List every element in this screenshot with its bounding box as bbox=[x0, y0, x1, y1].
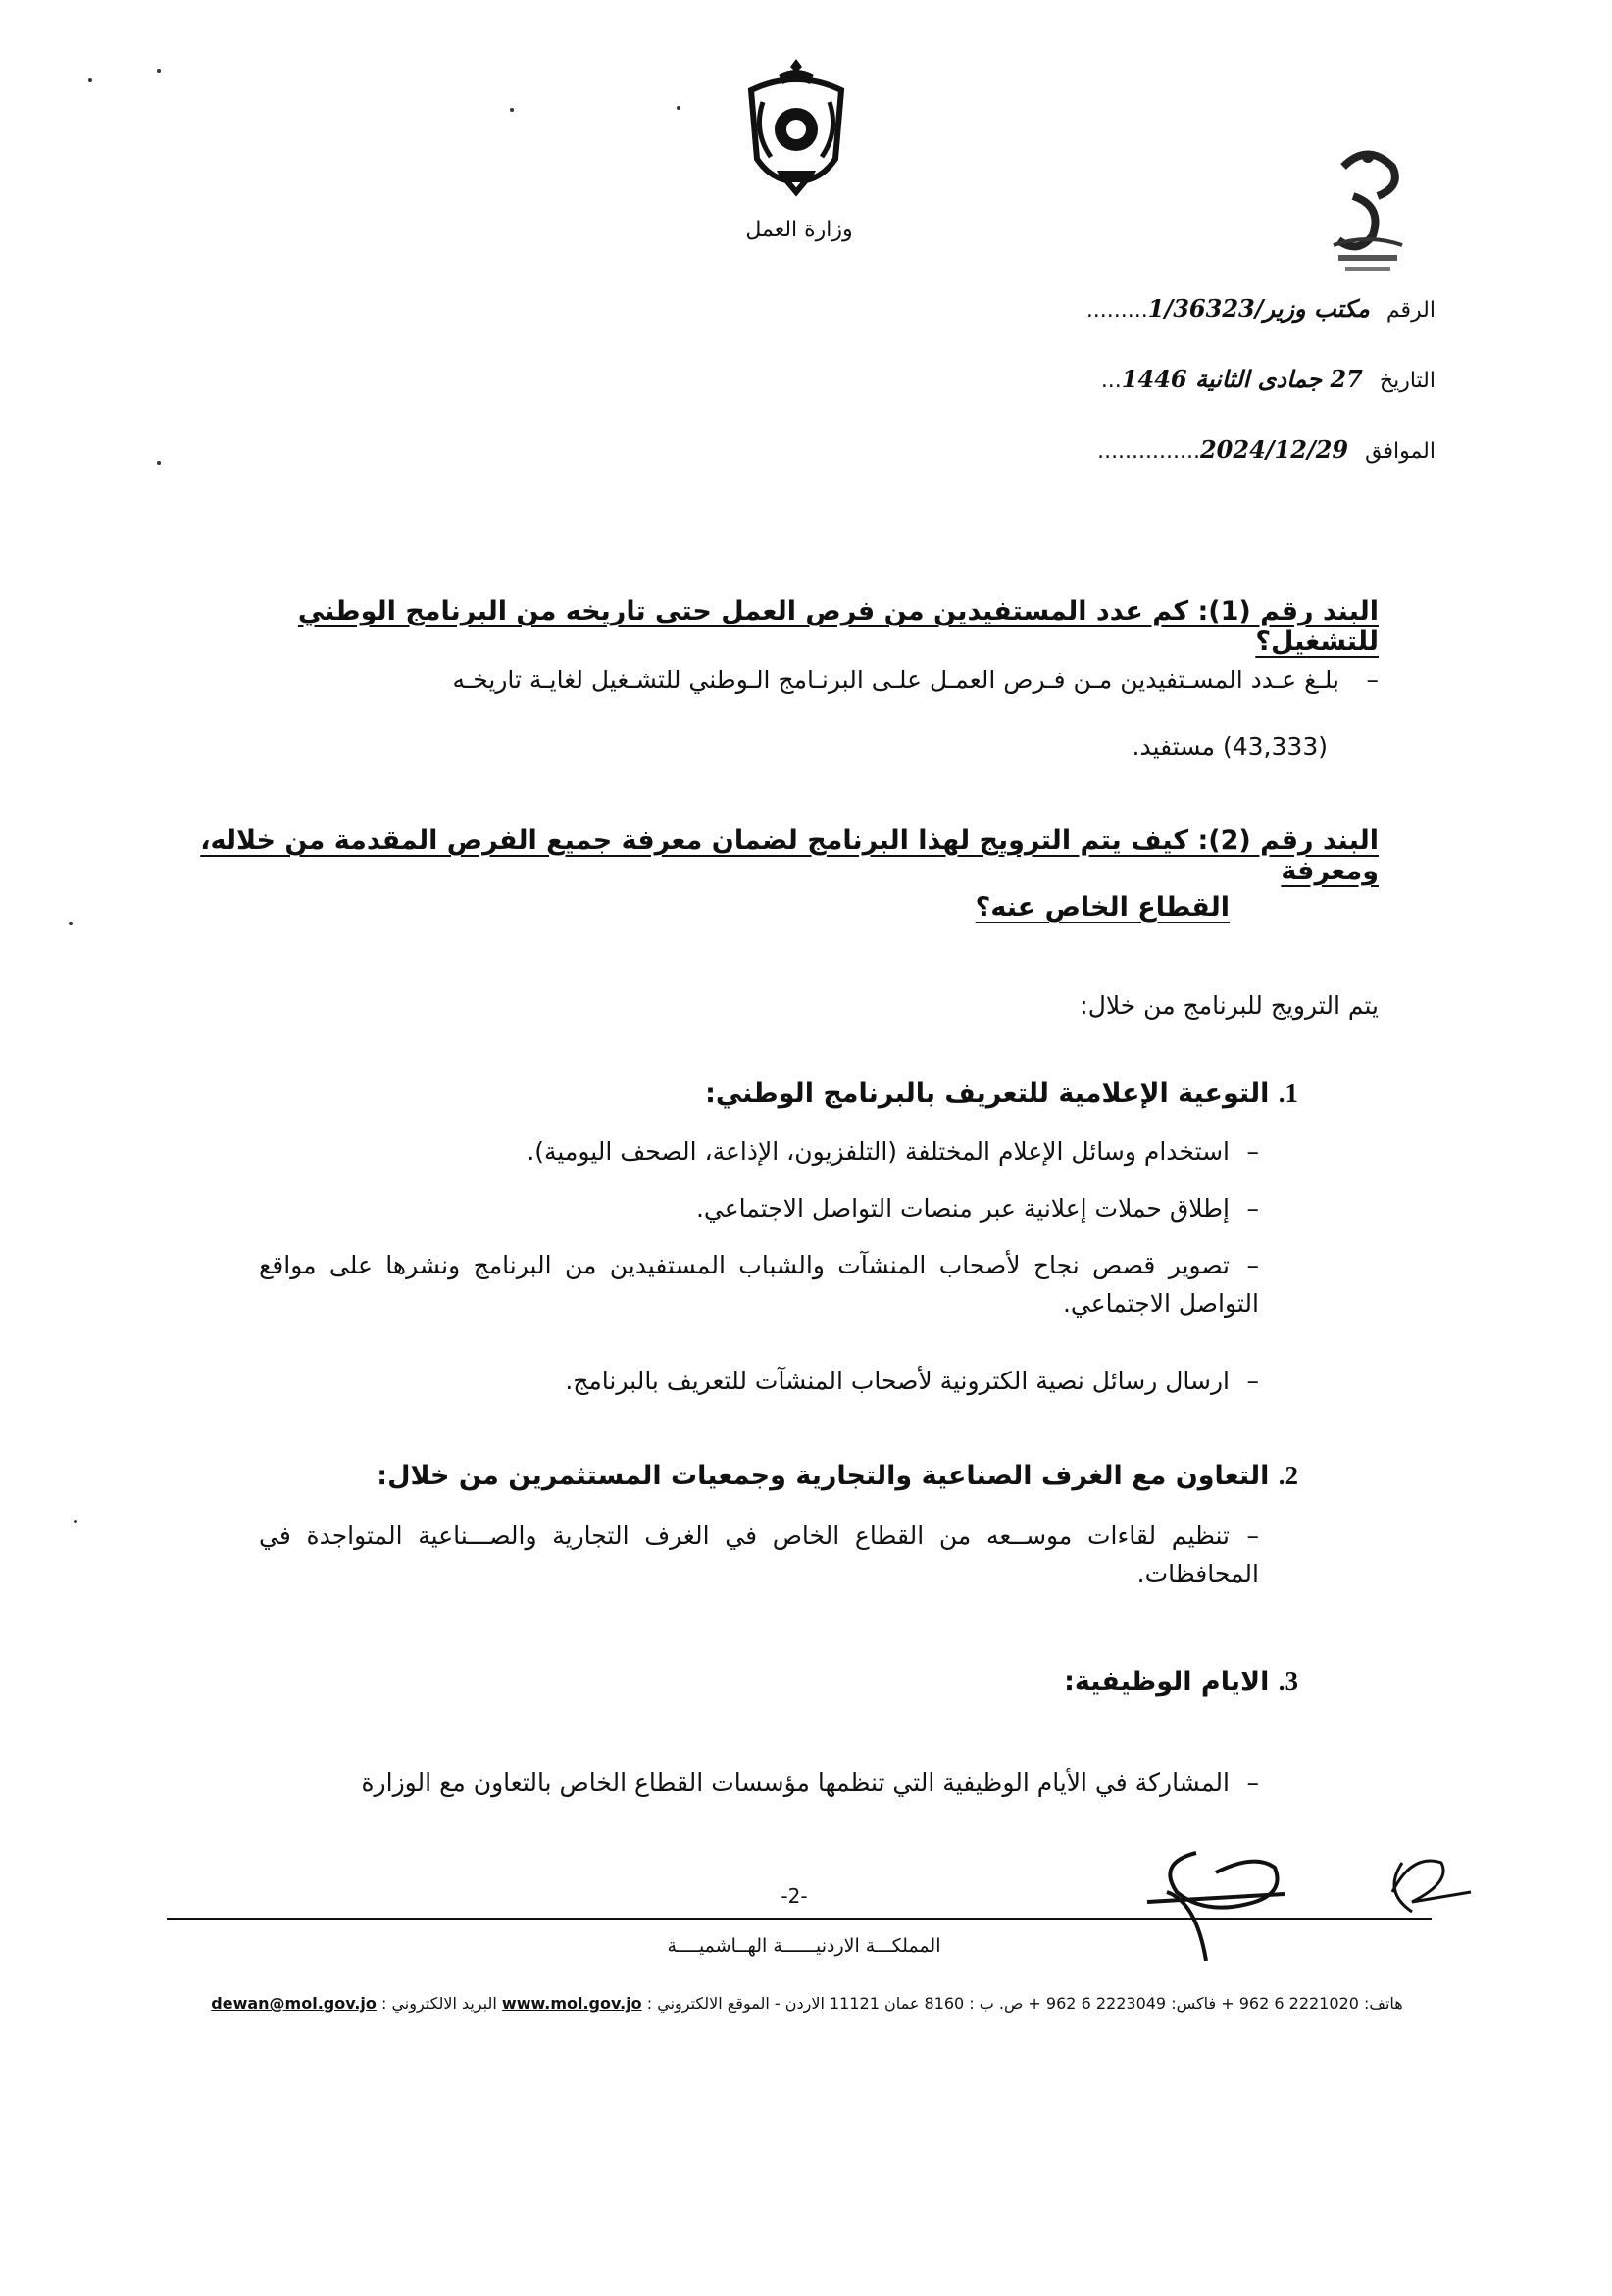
scan-speck bbox=[677, 106, 680, 110]
section1-bullet-2: –إطلاق حملات إعلانية عبر منصات التواصل الاجتماعي. bbox=[695, 1194, 1259, 1223]
section3-number: 3. bbox=[1278, 1667, 1298, 1696]
scan-speck bbox=[157, 461, 161, 465]
item1-answer-text: بلـغ عـدد المسـتفيدين مـن فـرص العمـل علـى البرنـامج الـوطني للتشـغيل لغايـة تاريخـه bbox=[452, 666, 1339, 694]
page-number: -2- bbox=[781, 1884, 808, 1908]
section3-bullet-1: –المشاركة في الأيام الوظيفية التي تنظمها مؤسسات القطاع الخاص بالتعاون مع الوزارة bbox=[361, 1769, 1259, 1797]
item1-answer-line1: –بلـغ عـدد المسـتفيدين مـن فـرص العمـل علـى البرنـامج الـوطني للتشـغيل لغايـة تاريخـه bbox=[452, 666, 1379, 694]
gregorian-label: الموافق bbox=[1365, 439, 1436, 464]
item1-answer-line2: (43,333) مستفيد. bbox=[1132, 732, 1328, 761]
reference-value: مكتب وزير/1/36323 bbox=[1147, 294, 1370, 323]
ministry-name: وزارة العمل bbox=[745, 218, 853, 242]
section3-title: الايام الوظيفية: bbox=[1064, 1667, 1270, 1697]
reference-dots: ......... bbox=[1085, 298, 1148, 323]
contact-fax: فاكس: 2223049 6 962 + ص. ب : 8160 عمان 11121 الاردن - الموقع الالكتروني : bbox=[646, 1994, 1217, 2013]
item2-title-line1: البند رقم (2): كيف يتم الترويج لهذا البرنامج لضمان معرفة جميع الفرص المقدمة من خلاله، ومعرفة bbox=[200, 825, 1379, 886]
scan-speck bbox=[74, 1520, 77, 1523]
scan-speck bbox=[69, 922, 73, 925]
scan-speck bbox=[88, 78, 92, 82]
section1-bullet-3: –تصوير قصص نجاح لأصحاب المنشآت والشباب المستفيدين من البرنامج ونشرها على مواقع التواصل الاجتماعي. bbox=[259, 1251, 1259, 1318]
gregorian-date: 2024/12/29 bbox=[1199, 435, 1349, 464]
footer-divider bbox=[167, 1918, 1432, 1920]
handwritten-signature-icon bbox=[1108, 1823, 1481, 1961]
section1-title: التوعية الإعلامية للتعريف بالبرنامج الوطني: bbox=[705, 1078, 1270, 1109]
reference-number-line bbox=[1086, 294, 1436, 323]
section2-title: التعاون مع الغرف الصناعية والتجارية وجمعيات المستثمرين من خلال: bbox=[377, 1461, 1270, 1491]
date-label: التاريخ bbox=[1379, 369, 1436, 393]
hijri-date-line: التاريخ 27 جمادى الثانية 1446... bbox=[1100, 365, 1436, 393]
section2-number: 2. bbox=[1278, 1461, 1298, 1490]
contact-phone: هاتف: 2221020 6 962 + bbox=[1221, 1994, 1403, 2013]
item1-title: البند رقم (1): كم عدد المستفيدين من فرص العمل حتى تاريخه من البرنامج الوطني للتشغيل؟ bbox=[297, 596, 1379, 657]
section3-heading bbox=[710, 1667, 1298, 1697]
item2-intro: يتم الترويج للبرنامج من خلال: bbox=[1080, 991, 1379, 1020]
anniversary-seal-icon bbox=[1314, 137, 1422, 284]
email-label: البريد الالكتروني : bbox=[380, 1994, 497, 2013]
hijri-date: 27 جمادى الثانية 1446 bbox=[1121, 365, 1363, 393]
contact-line bbox=[175, 1994, 1439, 2013]
section2-bullet-1: –تنظيم لقاءات موســعه من القطاع الخاص في الغرف التجارية والصـــناعية المتواجدة في المحافظات. bbox=[259, 1522, 1259, 1588]
item2-title-line2: القطاع الخاص عنه؟ bbox=[975, 892, 1230, 923]
scan-speck bbox=[157, 69, 161, 73]
reference-label: الرقم bbox=[1385, 298, 1436, 323]
section1-heading bbox=[416, 1078, 1298, 1109]
email-link[interactable]: dewan@mol.gov.jo bbox=[211, 1994, 377, 2013]
section1-bullet-1: –استخدام وسائل الإعلام المختلفة (التلفزيون، الإذاعة، الصحف اليومية). bbox=[527, 1137, 1259, 1166]
gregorian-dots: ............... bbox=[1097, 439, 1200, 464]
website-link[interactable]: www.mol.gov.jo bbox=[501, 1994, 642, 2013]
section2-heading bbox=[318, 1461, 1298, 1491]
scan-speck bbox=[510, 108, 514, 112]
kingdom-name: المملكـــة الاردنيــــــة الهــاشميــــة bbox=[667, 1935, 941, 1957]
section1-number: 1. bbox=[1278, 1078, 1298, 1108]
section1-bullet-4: –ارسال رسائل نصية الكترونية لأصحاب المنشآت للتعريف بالبرنامج. bbox=[565, 1367, 1259, 1395]
gregorian-date-line bbox=[1097, 435, 1436, 464]
jordan-crest-icon bbox=[737, 51, 855, 198]
